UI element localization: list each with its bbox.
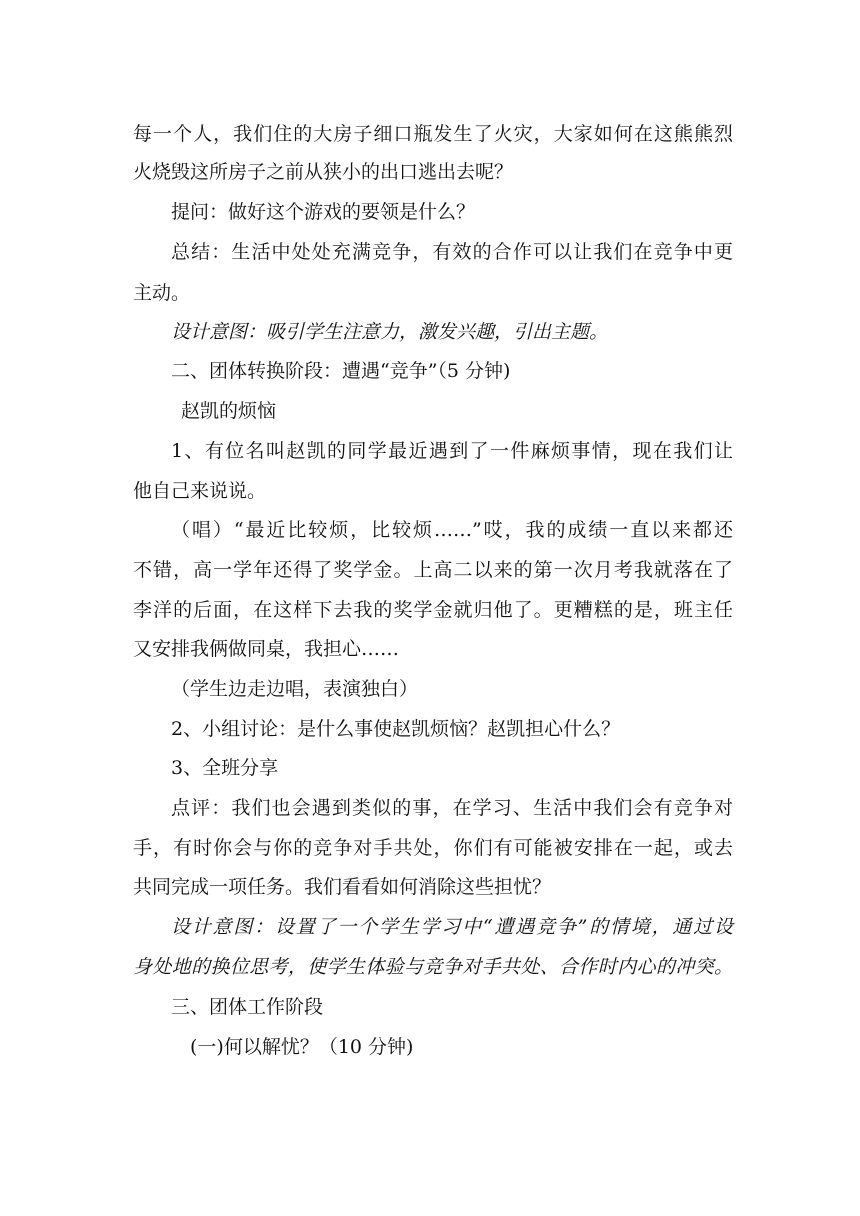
comment-line-3: 共同完成一项任务。我们看看如何消除这些担忧？	[133, 876, 552, 898]
stage-direction: （学生边走边唱，表演独白）	[171, 678, 419, 700]
section-heading-2: 二、团体转换阶段：遭遇“竞争”（5 分钟)	[171, 360, 511, 382]
design-intent-2-line-2: 身处地的换位思考，使学生体验与竞争对手共处、合作时内心的冲突。	[133, 956, 733, 978]
paragraph-line-1: 每一个人，我们住的大房子细口瓶发生了火灾，大家如何在这熊熊烈	[133, 123, 733, 145]
monologue-line-4: 又安排我俩做同桌，我担心……	[133, 638, 400, 660]
summary-line-1: 总结：生活中处处充满竞争，有效的合作可以让我们在竞争中更	[171, 241, 733, 263]
subsection-heading-1: (一)何以解忧？（10 分钟)	[190, 1036, 414, 1058]
subtitle-zhaokai: 赵凯的烦恼	[181, 400, 277, 422]
monologue-line-2: 不错，高一学年还得了奖学金。上高二以来的第一次月考我就落在了	[133, 559, 733, 581]
item-3-line: 3、全班分享	[171, 757, 279, 779]
design-intent-2-line-1: 设计意图：设置了一个学生学习中“遭遇竞争”的情境，通过设	[171, 916, 733, 938]
comment-line-1: 点评：我们也会遇到类似的事，在学习、生活中我们会有竞争对	[171, 797, 733, 819]
paragraph-line-2: 火烧毁这所房子之前从狭小的出口逃出去呢？	[133, 161, 514, 183]
section-heading-3: 三、团体工作阶段	[171, 996, 324, 1018]
summary-line-2: 主动。	[133, 282, 191, 304]
item-1-line-2: 他自己来说说。	[133, 480, 267, 502]
item-2-line: 2、小组讨论：是什么事使赵凯烦恼？赵凯担心什么？	[171, 718, 621, 740]
monologue-line-3: 李洋的后面，在这样下去我的奖学金就归他了。更糟糕的是，班主任	[133, 599, 733, 621]
monologue-line-1: （唱）“最近比较烦，比较烦……”哎，我的成绩一直以来都还	[171, 519, 733, 541]
design-intent-1: 设计意图：吸引学生注意力，激发兴趣，引出主题。	[171, 321, 609, 343]
item-1-line-1: 1、有位名叫赵凯的同学最近遇到了一件麻烦事情，现在我们让	[171, 440, 733, 462]
question-line: 提问：做好这个游戏的要领是什么？	[171, 201, 476, 223]
comment-line-2: 手，有时你会与你的竞争对手共处，你们有可能被安排在一起，或去	[133, 837, 733, 859]
